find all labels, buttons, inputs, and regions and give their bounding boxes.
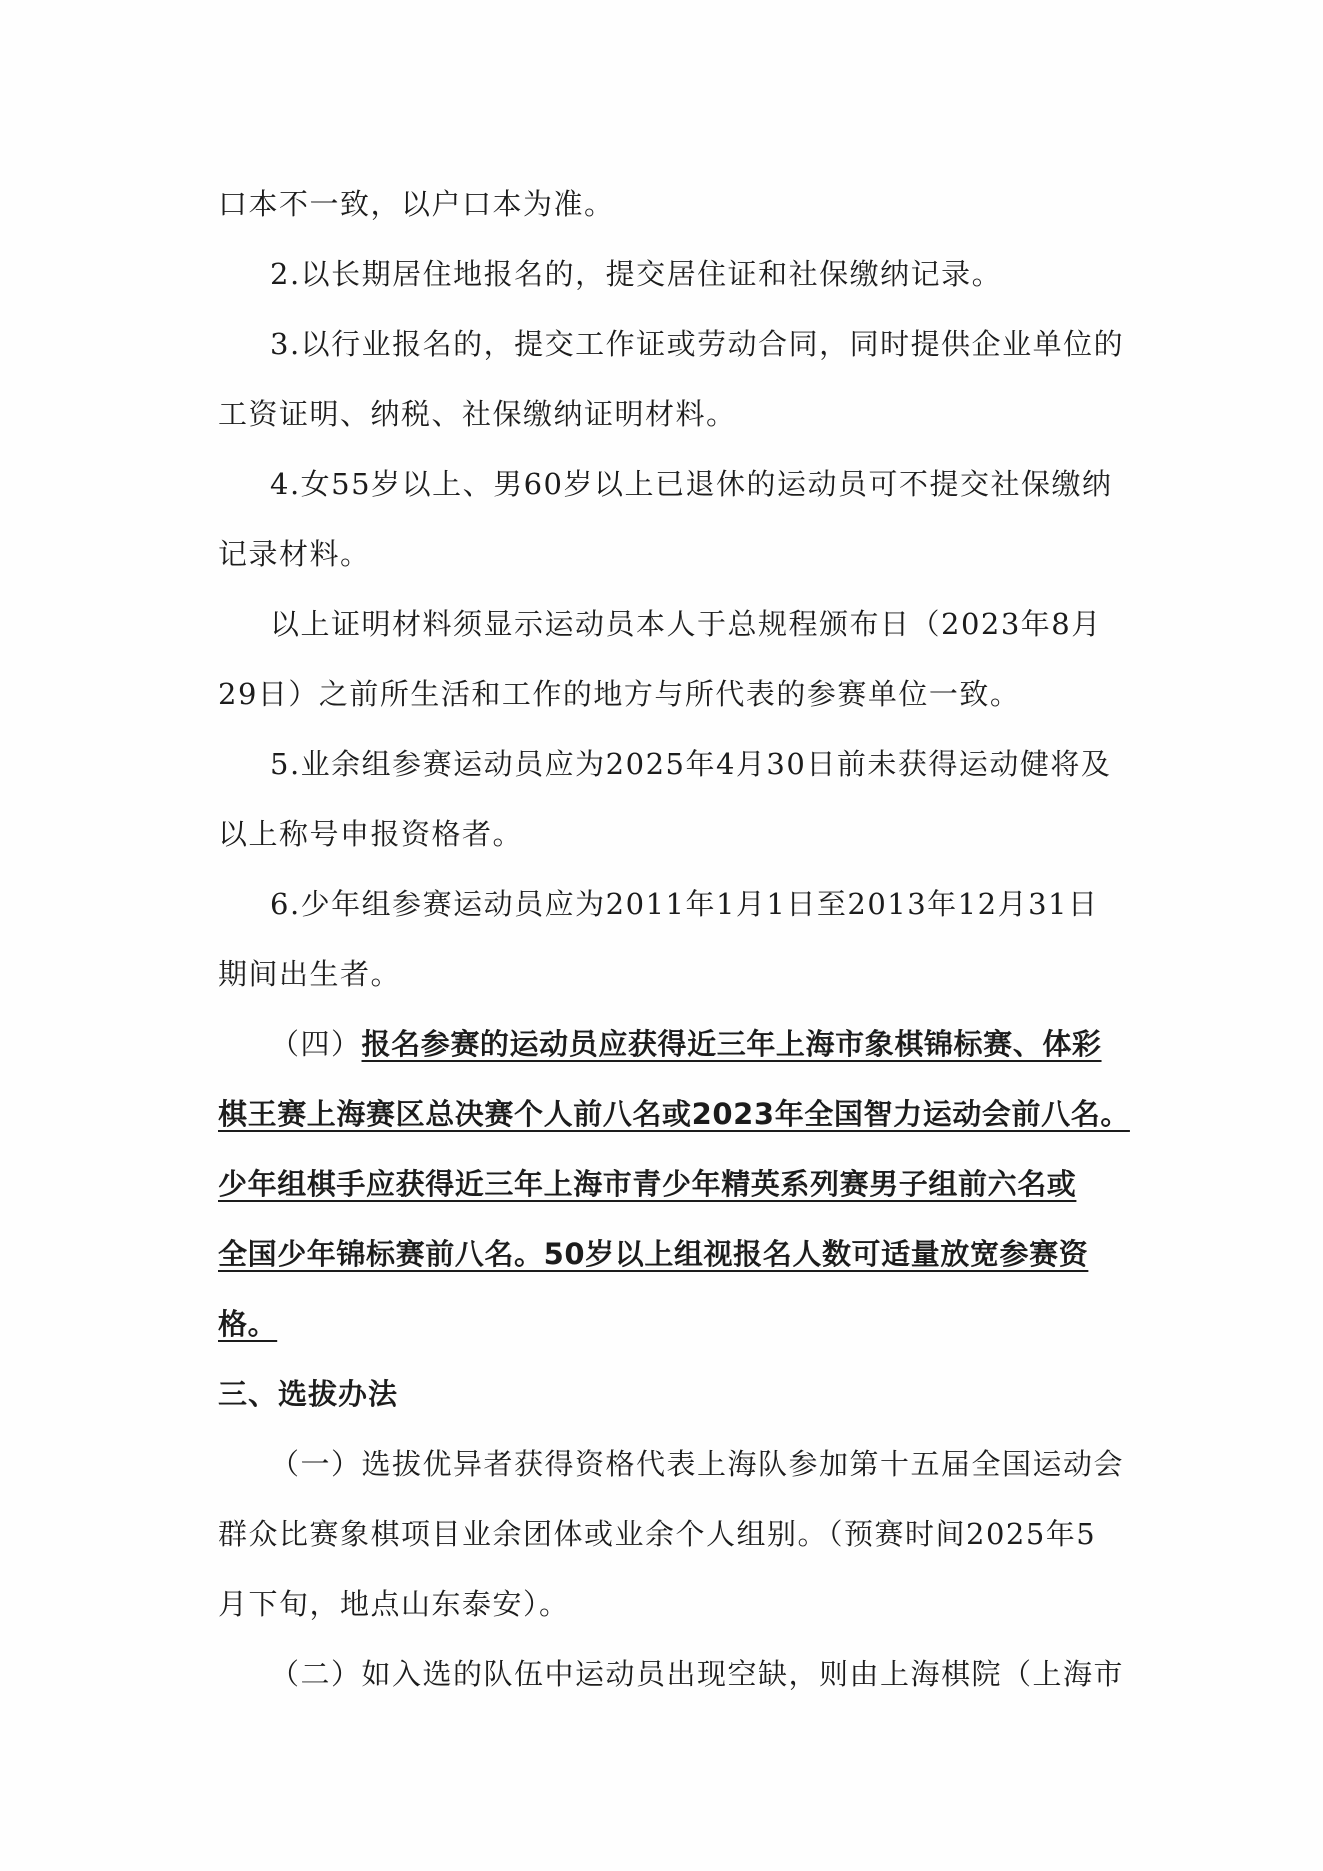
paragraph-line: 工资证明、纳税、社保缴纳证明材料。 [218, 397, 737, 431]
underlined-bold-line: 全国少年锦标赛前八名。50岁以上组视报名人数可适量放宽参赛资 [218, 1237, 1089, 1271]
underlined-bold-text: 报名参赛的运动员应获得近三年上海市象棋锦标赛、体彩 [361, 1027, 1102, 1061]
paragraph-line: 口本不一致，以户口本为准。 [218, 187, 615, 221]
section-4-first-line [270, 1024, 1190, 1064]
underlined-bold-line: 少年组棋手应获得近三年上海市青少年精英系列赛男子组前六名或 [218, 1167, 1077, 1201]
paragraph-line: 记录材料。 [218, 537, 371, 571]
paragraph-line: 6.少年组参赛运动员应为2011年1月1日至2013年12月31日 [270, 887, 1099, 921]
paragraph-line: 以上证明材料须显示运动员本人于总规程颁布日（2023年8月 [270, 607, 1102, 641]
paragraph-line: （一）选拔优异者获得资格代表上海队参加第十五届全国运动会 [270, 1447, 1125, 1481]
paragraph-line: 群众比赛象棋项目业余团体或业余个人组别。（预赛时间2025年5 [218, 1517, 1097, 1551]
section-4-prefix: （四） [270, 1027, 362, 1061]
underlined-bold-line: 格。 [218, 1307, 278, 1341]
paragraph-line: （二）如入选的队伍中运动员出现空缺，则由上海棋院（上海市 [270, 1657, 1125, 1691]
paragraph-line: 4.女55岁以上、男60岁以上已退休的运动员可不提交社保缴纳 [270, 467, 1113, 501]
underlined-bold-line: 棋王赛上海赛区总决赛个人前八名或2023年全国智力运动会前八名。 [218, 1097, 1130, 1131]
paragraph-line: 3.以行业报名的，提交工作证或劳动合同，同时提供企业单位的 [270, 327, 1125, 361]
paragraph-line: 月下旬，地点山东泰安）。 [218, 1587, 570, 1621]
paragraph-line: 29日）之前所生活和工作的地方与所代表的参赛单位一致。 [218, 677, 1021, 711]
paragraph-line: 2.以长期居住地报名的，提交居住证和社保缴纳记录。 [270, 257, 1003, 291]
paragraph-line: 5.业余组参赛运动员应为2025年4月30日前未获得运动健将及 [270, 747, 1112, 781]
paragraph-line: 以上称号申报资格者。 [218, 817, 524, 851]
paragraph-line: 期间出生者。 [218, 957, 402, 991]
section-heading: 三、选拔办法 [218, 1377, 399, 1411]
